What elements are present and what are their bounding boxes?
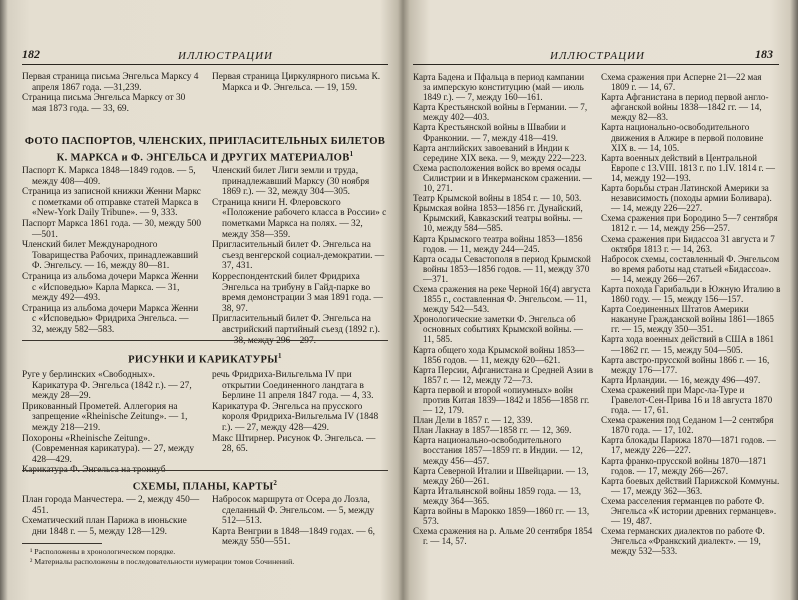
list-item: Схема сражения при Бородино 5—7 сентября 1812 г. — 14, между 256—257. [601,213,778,234]
section3-col2 [212,495,388,548]
list-item: Прикованный Прометей. Аллегория на запрещение «Rheinische Zeitung». — 1, между 218—219. [22,401,188,433]
list-item: Набросок маршрута от Осера до Лозла, сделанный Ф. Энгельсом. — 5, между 512—513. [212,495,375,527]
list-item: Карта Крымского театра войны 1853—1856 годов. — 11, между 244—245. [413,233,583,254]
list-item: Страница книги Н. Флеровского «Положение рабочего класса в России» с пометками Маркса на полях. — 32, между 358—359. [212,197,387,240]
list-item: Набросок схемы, составленный Ф. Энгельсом во время работы над статьей «Бидассоа». — 14, между 266—267. [601,253,780,284]
list-item: Карта осады Севастополя в период Крымской войны 1853—1856 годов. — 11, между 370—371. [413,253,591,284]
list-item: Карта военных действий в Центральной Европе с 13.VIII. 1813 г. по 1.IV. 1814 г. — 14, между 192—193. [601,152,775,183]
list-item: Схема расселения германцев по работе Ф. Энгельса «К истории древних германцев». — 19, 487. [601,495,777,527]
list-item: Карта Ирландии. — 16, между 496—497. [601,374,761,385]
list-item: Карта австро-прусской войны 1866 г. — 16, между 176—177. [601,354,770,375]
left-header-rule [22,64,388,65]
list-item: Карта войны в Марокко 1859—1860 гг. — 13, 573. [413,506,590,527]
section-title-maps [22,477,388,494]
list-item: Карта Крестьянской войны в Германии. — 7, между 402—403. [413,102,588,123]
footnote-rule [22,543,102,544]
list-item: Карта франко-прусской войны 1870—1871 годов. — 17, между 266—267. [601,455,767,476]
section-title-text: РИСУНКИ И КАРИКАТУРЫ [128,354,279,366]
section-title-photos [22,136,388,165]
list-item: Схематический план Парижа в июньские дни 1848 г. — 5, между 128—129. [22,516,187,537]
section-title-drawings [22,350,388,367]
list-item: Карта общего хода Крымской войны 1853—1856 годов. — 11, между 620—621. [413,344,585,365]
list-item: План Лакнау в 1857—1858 гг. — 12, 369. [413,425,572,436]
right-page [405,0,790,600]
right-running-head: ИЛЛЮСТРАЦИИ [550,50,645,62]
list-item: Схема сражений при Марс-ла-Туре и Гравелот-Сен-Прива 16 и 18 августа 1870 года. — 17, 61. [601,384,773,416]
footnotes [30,547,388,566]
list-item: Карта борьбы стран Латинской Америки за независимость (походы армии Боливара). — 14, между 226—227. [601,183,772,214]
list-item: Карта первой и второй «опиумных» войн против Китая 1839—1842 и 1856—1858 гг. — 12, 179. [413,384,590,416]
list-item: Карта Бадена и Пфальца в период кампании за имперскую конституцию (май — июль 1849 г.). — 7, между 160—161. [413,72,585,103]
list-item: Схема сражения при Асперне 21—22 мая 1809 г. — 14, 67. [601,72,762,93]
list-item: Паспорт Маркса 1861 года. — 30, между 500—501. [22,218,202,240]
section-title-text: СХЕМЫ, ПЛАНЫ, КАРТЫ [132,481,274,493]
list-item: Схема сражения при Бидассоа 31 августа и 7 октября 1813 г. — 14, 263. [601,233,775,254]
section2-col1 [22,370,202,476]
list-item: Похороны «Rheinische Zeitung». (Современная карикатура). — 27, между 428—429. [22,433,195,465]
list-item: Схема расположения войск во время осады Силистрии и в Инкерманском сражении. — 10, 271. [413,162,592,194]
left-page-number: 182 [22,47,40,61]
list-item: Хронологические заметки Ф. Энгельса об основных событиях Крымской войны. — 11, 585. [413,314,583,345]
section2-col2 [212,370,388,455]
list-item: Руге у берлинских «Свободных». Карикатура Ф. Энгельса (1842 г.). — 27, между 28—29. [22,370,192,402]
right-header-rule [413,64,779,65]
footnote-mark: 1 [349,150,354,158]
section3-col1 [22,495,202,537]
list-item: Карта Крестьянской войны в Швабии и Франконии. — 7, между 418—419. [413,122,566,143]
list-item: Схема сражения под Седаном 1—2 сентября 1870 года. — 17, 102. [601,415,774,436]
list-item: Театр Крымской войны в 1854 г. — 10, 503. [413,193,582,204]
list-item: Паспорт К. Маркса 1848—1849 годов. — 5, между 408—409. [22,166,196,187]
right-page-number: 183 [755,47,773,61]
list-item: Схема сражения на реке Черной 16(4) августа 1855 г., составленная Ф. Энгельсом. — 11, между 542—543. [413,283,591,315]
list-item: Корреспондентский билет Фридриха Энгельса на трибуну в Гайд-парке во время демонстрации 3 мая 1891 года. — 38, 97. [212,271,383,314]
list-item: План города Манчестера. — 2, между 450—451. [22,495,200,516]
list-item: Первая страница письма Энгельса Марксу 4 апреля 1867 года. —31,239. [22,72,199,93]
list-item: Карта Персии, Афганистана и Средней Азии в 1857 г. — 12, между 72—73. [413,364,594,385]
list-item: Схема сражения на р. Альме 20 сентября 1854 г. — 14, 57. [413,526,593,547]
list-item: Карта хода военных действий в США в 1861—1862 гг. — 15, между 504—505. [601,334,775,355]
list-item: Страница письма Энгельса Марксу от 30 мая 1873 года. — 33, 69. [22,93,186,114]
list-item: Карта Афганистана в период первой англо-афганской войны 1838—1842 гг. — 14, между 82—83. [601,92,769,123]
list-item: Страница из альбома дочери Маркса Женни с «Исповедью» Фридриха Энгельса. — 32, между 582—583. [22,303,199,335]
list-item: Страница из альбома дочери Маркса Женни с «Исповедью» Карла Маркса. — 31, между 492—493. [22,271,199,304]
list-item: речь Фридриха-Вильгельма IV при открытии Соединенного ландтага в Берлине 11 апреля 1847 года. — 4, 33. [212,370,374,402]
right-col2 [601,72,781,557]
list-item: Карта английских завоеваний в Индии к середине XIX века. — 9, между 222—223. [413,142,587,163]
section1-col1 [22,166,202,336]
list-item: Крымская война 1853—1856 гг. Дунайский, Крымский, Кавказский театры войны. — 10, между 584—585. [413,203,583,234]
list-item: Членский билет Лиги земли и труда, принадлежавший Марксу (30 ноября 1869 г.). — 32, между 304—305. [212,166,370,198]
list-item: Карта национально-освободительного движения в Алжире в первой половине XIX в. — 14, 105. [601,122,764,153]
footnote-mark: 1 [278,352,282,360]
list-item: Карта похода Гарибальди в Южную Италию в 1860 году. — 15, между 156—157. [601,283,781,305]
list-item: Макс Штирнер. Рисунок Ф. Энгельса. — 28, 65. [212,433,376,455]
list-item: Карта Соединенных Штатов Америки накануне Гражданской войны 1861—1865 гг. — 15, между 350—351. [601,304,774,335]
list-item: Пригласительный билет Ф. Энгельса на съезд венгерской социал-демократии. — 37, 431. [212,240,385,272]
left-page [8,0,398,600]
list-item: Страница из записной книжки Женни Маркс с пометками об отправке статей Маркса в «New-York Daily Tribune». — 9, 333. [22,187,201,219]
list-item: Первая страница Циркулярного письма К. Маркса и Ф. Энгельса. — 19, 159. [212,72,381,93]
list-item: Пригласительный билет Ф. Энгельса на австрийский партийный съезд (1892 г.). [212,314,381,335]
list-item: Карта блокады Парижа 1870—1871 годов. — 17, между 226—227. [601,435,776,456]
section1-col2 [212,166,388,346]
section-divider [22,340,388,341]
left-intro-col1 [22,72,202,114]
list-item: Карта Итальянской войны 1859 года. — 13, между 364—365. [413,485,582,506]
footnote-mark: 2 [273,479,278,487]
section-title-text: ФОТО ПАСПОРТОВ, ЧЛЕНСКИХ, ПРИГЛАСИТЕЛЬНЫХ БИЛЕТОВ К. МАРКСА и Ф. ЭНГЕЛЬСА И ДРУГИХ МАТЕРИАЛОВ [24,136,386,164]
list-item: Карта Северной Италии и Швейцарии. — 13, между 260—261. [413,465,589,486]
list-item: Карта боевых действий Парижской Коммуны. — 17, между 362—363. [601,475,780,496]
left-running-head: ИЛЛЮСТРАЦИИ [178,50,273,62]
footnote: ² Материалы расположены в последовательности нумерации томов Сочинений. [30,556,295,566]
list-item: Карта Венгрии в 1848—1849 годах. — 6, между 550—551. [212,526,375,548]
list-item: Схема германских диалектов по работе Ф. Энгельса «Франкский диалект». — 19, между 532—533. [601,526,765,557]
section-divider [22,470,388,471]
list-item: План Дели в 1857 г. — 12, 339. [413,415,533,426]
footnote: ¹ Расположены в хронологическом порядке. [30,547,176,556]
list-item: Карта национально-освободительного восстания 1857—1859 гг. в Индии. — 12, между 456—457. [413,435,583,466]
left-intro-col2 [212,72,388,93]
list-item: Членский билет Международного Товарищества Рабочих, принадлежавший Ф. Энгельсу. — 16, между 80—81. [22,240,199,272]
list-item: Карикатура Ф. Энгельса на прусского короля Фридриха-Вильгельма IV (1848 г.). — 27, между 428—429. [212,401,379,433]
right-col1 [413,72,593,546]
